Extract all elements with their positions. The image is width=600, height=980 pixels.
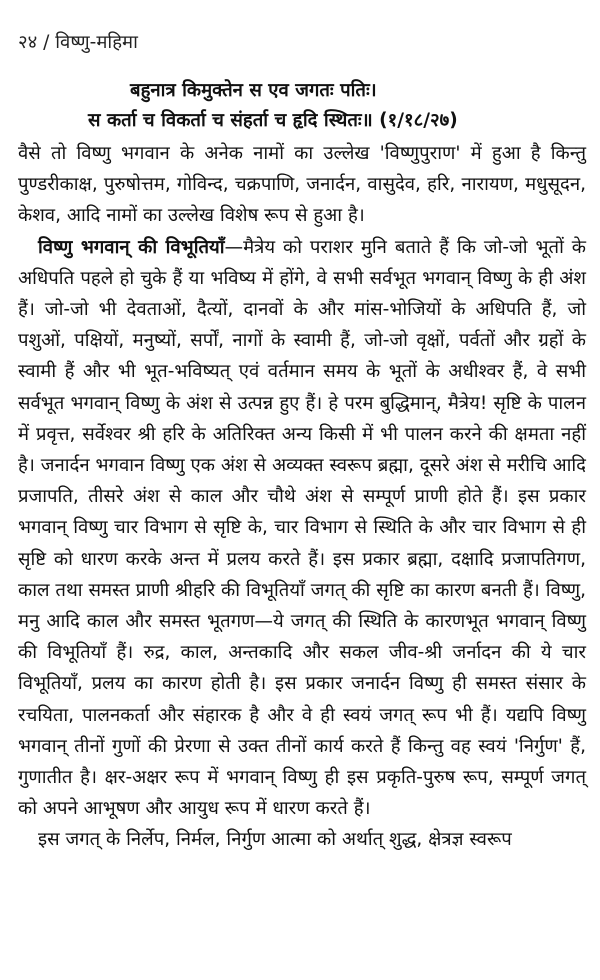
running-header	[18, 30, 586, 56]
shloka-line-2: स कर्ता च विकर्ता च संहर्ता च हृदि स्थितः॥ (१/१८/२७)	[88, 110, 458, 131]
paragraph-vibhutiyan	[18, 232, 586, 825]
page-number: २४	[18, 32, 38, 53]
paragraph-names: वैसे तो विष्णु भगवान के अनेक नामों का उल्लेख 'विष्णुपुराण' में हुआ है किन्तु पुण्डरीकाक्ष, पुरुषोत्तम, गोविन्द, चक्रपाणि, जनार्दन, वासुदेव, हरि, नारायण, मधुसूदन, केशव, आदि नामों का उल्लेख विशेष रूप से हुआ है।	[18, 143, 586, 227]
header-separator: /	[43, 32, 50, 53]
paragraph-continuation: इस जगत् के निर्लेप, निर्मल, निर्गुण आत्मा को अर्थात् शुद्ध, क्षेत्रज्ञ स्वरूप	[38, 829, 512, 851]
section-heading: विष्णु भगवान् की विभूतियाँ	[38, 236, 225, 258]
book-title: विष्णु-महिमा	[55, 32, 138, 53]
shloka-verse	[18, 76, 586, 136]
paragraph-vibhutiyan-body: —मैत्रेय को पराशर मुनि बताते हैं कि जो-जो भूतों के अधिपति पहले हो चुके हैं या भविष्य में होंगे, वे सभी सर्वभूत भगवान् विष्णु के ही अंश हैं। जो-जो भी देवताओं, दैत्यों, दानवों के और मांस-भोजियों के अधिपति हैं, जो पशुओं, पक्षियों, मनुष्यों, सर्पों, नागों के स्वामी हैं, जो-जो वृक्षों, पर्वतों और ग्रहों के स्वामी हैं और भी भूत-भविष्यत् एवं वर्तमान समय के भूतों के अधीश्वर हैं, वे सभी सर्वभूत भगवान् विष्णु के अंश से उत्पन्न हुए हैं। हे परम बुद्धिमान्, मैत्रेय! सृष्टि के पालन में प्रवृत्त, सर्वेश्वर श्री हरि के अतिरिक्त अन्य किसी में भी पालन करने की क्षमता नहीं है। जनार्दन भगवान विष्णु एक अंश से अव्यक्त स्वरूप ब्रह्मा, दूसरे अंश से मरीचि आदि प्रजापति, तीसरे अंश से काल और चौथे अंश से सम्पूर्ण प्राणी होते हैं। इस प्रकार भगवान् विष्णु चार विभाग से सृष्टि के, चार विभाग से स्थिति के और चार विभाग से ही सृष्टि को धारण करके अन्त में प्रलय करते हैं। इस प्रकार ब्रह्मा, दक्षादि प्रजापतिगण, काल तथा समस्त प्राणी श्रीहरि की विभूतियाँ जगत् की सृष्टि का कारण बनती हैं। विष्णु, मनु आदि काल और समस्त भूतगण—ये जगत् की स्थिति के कारणभूत भगवान् विष्णु की विभूतियाँ हैं। रुद्र, काल, अन्तकादि और सकल जीव-श्री जर्नादन की ये चार विभूतियाँ, प्रलय का कारण होती है। इस प्रकार जनार्दन विष्णु ही समस्त संसार के रचयिता, पालनकर्ता और संहारक है और वे ही स्वयं जगत् रूप भी हैं। यद्यपि विष्णु भगवान् तीनों गुणों की प्रेरणा से उक्त तीनों कार्य करते हैं किन्तु वह स्वयं 'निर्गुण' हैं, गुणातीत है। क्षर-अक्षर रूप में भगवान् विष्णु ही इस प्रकृति-पुरुष रूप, सम्पूर्ण जगत् को अपने आभूषण और आयुध रूप में धारण करते हैं।	[18, 236, 586, 820]
shloka-line-1: बहुनात्र किमुक्तेन स एव जगतः पतिः।	[130, 80, 377, 101]
